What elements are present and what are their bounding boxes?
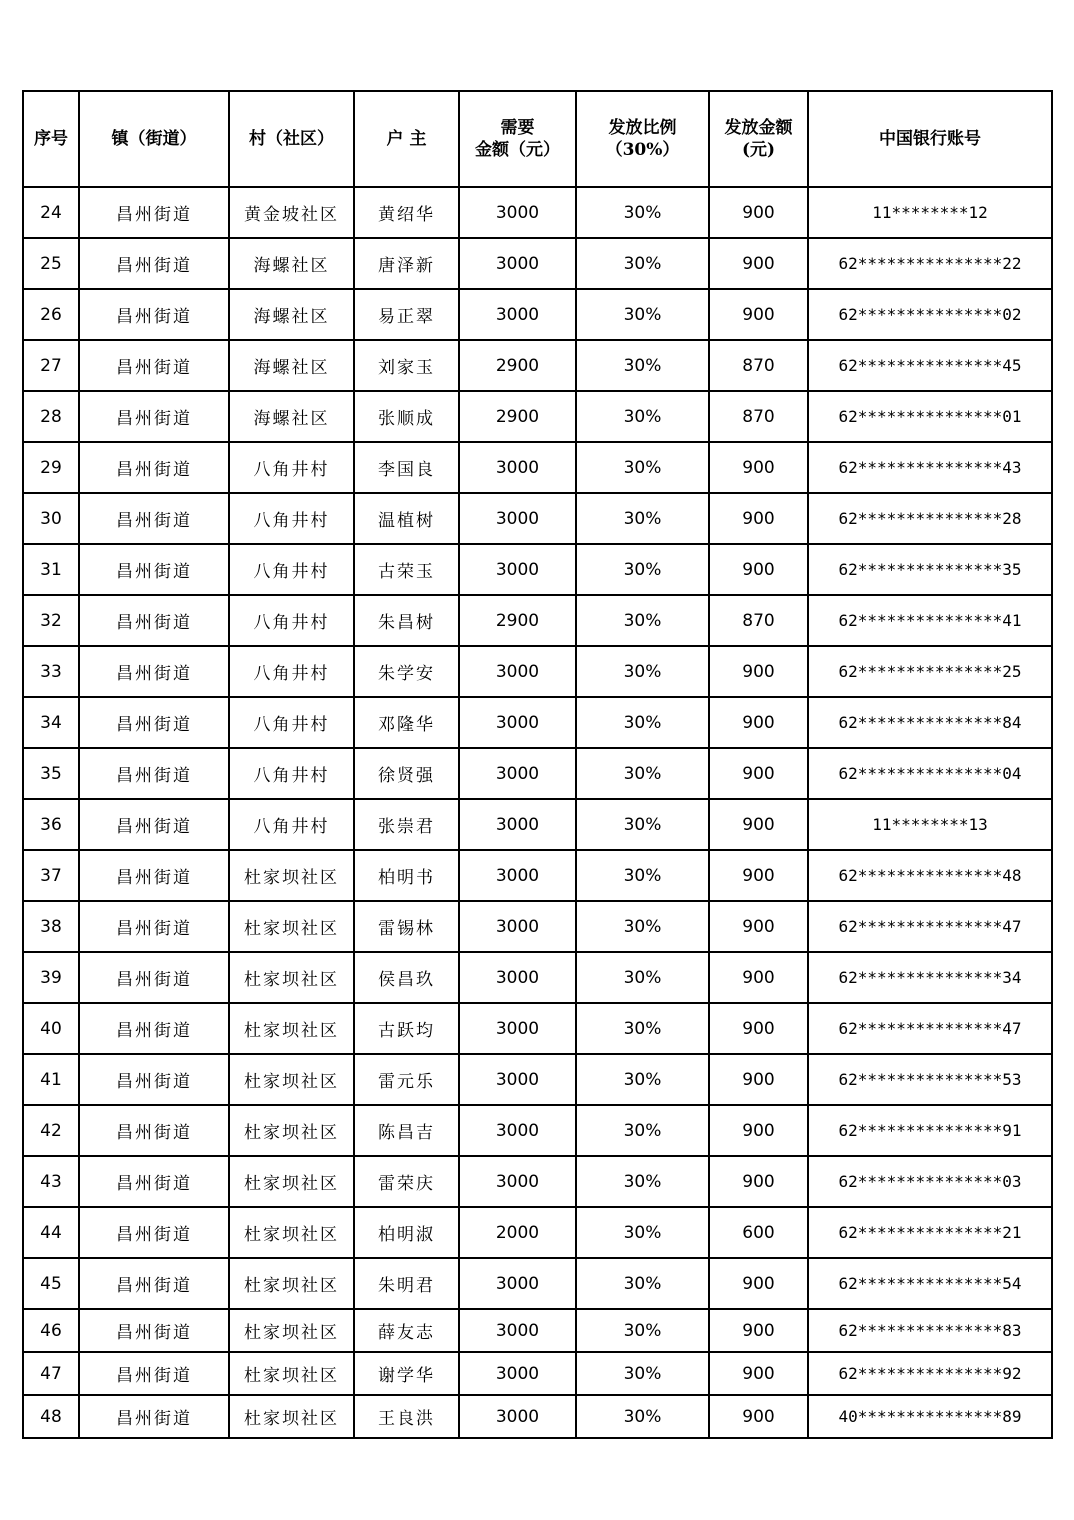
cell-index: 38 xyxy=(23,901,79,952)
cell-town: 昌州街道 xyxy=(79,340,229,391)
cell-index: 42 xyxy=(23,1105,79,1156)
cell-town: 昌州街道 xyxy=(79,799,229,850)
cell-payout-amount: 900 xyxy=(709,1003,808,1054)
cell-index: 41 xyxy=(23,1054,79,1105)
cell-index: 48 xyxy=(23,1395,79,1438)
cell-town: 昌州街道 xyxy=(79,850,229,901)
cell-village: 杜家坝社区 xyxy=(229,901,354,952)
cell-payout-amount: 900 xyxy=(709,1054,808,1105)
cell-payout-amount: 900 xyxy=(709,799,808,850)
cell-required-amount: 2900 xyxy=(459,340,576,391)
cell-village: 黄金坡社区 xyxy=(229,187,354,238)
cell-required-amount: 3000 xyxy=(459,1003,576,1054)
cell-required-amount: 2000 xyxy=(459,1207,576,1258)
cell-payout-ratio: 30% xyxy=(576,1395,709,1438)
cell-bank-account: 62***************28 xyxy=(808,493,1052,544)
cell-householder: 王良洪 xyxy=(354,1395,459,1438)
header-text-line: 户 主 xyxy=(386,129,427,149)
cell-householder: 李国良 xyxy=(354,442,459,493)
table-row xyxy=(23,697,1052,748)
header-text-line: 发放金额 xyxy=(724,118,793,138)
cell-village: 杜家坝社区 xyxy=(229,1156,354,1207)
table-row xyxy=(23,646,1052,697)
cell-required-amount: 3000 xyxy=(459,952,576,1003)
header-payout-ratio xyxy=(576,91,709,187)
cell-payout-amount: 900 xyxy=(709,901,808,952)
cell-village: 杜家坝社区 xyxy=(229,850,354,901)
cell-town: 昌州街道 xyxy=(79,442,229,493)
cell-index: 29 xyxy=(23,442,79,493)
cell-payout-amount: 900 xyxy=(709,544,808,595)
cell-payout-ratio: 30% xyxy=(576,238,709,289)
cell-index: 36 xyxy=(23,799,79,850)
cell-town: 昌州街道 xyxy=(79,1258,229,1309)
cell-householder: 黄绍华 xyxy=(354,187,459,238)
cell-required-amount: 3000 xyxy=(459,646,576,697)
cell-payout-amount: 900 xyxy=(709,748,808,799)
cell-payout-ratio: 30% xyxy=(576,646,709,697)
cell-bank-account: 62***************91 xyxy=(808,1105,1052,1156)
cell-bank-account: 62***************04 xyxy=(808,748,1052,799)
cell-householder: 朱学安 xyxy=(354,646,459,697)
cell-required-amount: 3000 xyxy=(459,1054,576,1105)
cell-index: 24 xyxy=(23,187,79,238)
cell-index: 44 xyxy=(23,1207,79,1258)
cell-householder: 徐贤强 xyxy=(354,748,459,799)
cell-village: 杜家坝社区 xyxy=(229,1105,354,1156)
cell-index: 47 xyxy=(23,1352,79,1395)
header-householder xyxy=(354,91,459,187)
cell-payout-ratio: 30% xyxy=(576,289,709,340)
table-row xyxy=(23,1395,1052,1438)
cell-required-amount: 3000 xyxy=(459,238,576,289)
cell-bank-account: 62***************47 xyxy=(808,901,1052,952)
cell-bank-account: 62***************25 xyxy=(808,646,1052,697)
cell-village: 杜家坝社区 xyxy=(229,1258,354,1309)
cell-village: 八角井村 xyxy=(229,697,354,748)
cell-required-amount: 2900 xyxy=(459,391,576,442)
cell-index: 32 xyxy=(23,595,79,646)
table-body xyxy=(23,187,1052,1438)
table-row xyxy=(23,1156,1052,1207)
cell-payout-ratio: 30% xyxy=(576,799,709,850)
header-text-line: （30%） xyxy=(605,140,680,160)
cell-town: 昌州街道 xyxy=(79,1054,229,1105)
cell-required-amount: 3000 xyxy=(459,1395,576,1438)
cell-householder: 薛友志 xyxy=(354,1309,459,1352)
cell-index: 27 xyxy=(23,340,79,391)
cell-town: 昌州街道 xyxy=(79,1309,229,1352)
cell-householder: 谢学华 xyxy=(354,1352,459,1395)
cell-village: 杜家坝社区 xyxy=(229,1054,354,1105)
cell-required-amount: 3000 xyxy=(459,748,576,799)
cell-householder: 陈昌吉 xyxy=(354,1105,459,1156)
cell-householder: 古跃均 xyxy=(354,1003,459,1054)
cell-bank-account: 62***************02 xyxy=(808,289,1052,340)
cell-index: 28 xyxy=(23,391,79,442)
cell-required-amount: 3000 xyxy=(459,1105,576,1156)
cell-town: 昌州街道 xyxy=(79,595,229,646)
cell-required-amount: 3000 xyxy=(459,1352,576,1395)
table-header xyxy=(23,91,1052,187)
cell-householder: 易正翠 xyxy=(354,289,459,340)
table-row xyxy=(23,289,1052,340)
cell-town: 昌州街道 xyxy=(79,187,229,238)
cell-payout-amount: 900 xyxy=(709,697,808,748)
cell-bank-account: 40***************89 xyxy=(808,1395,1052,1438)
header-text-line: 中国银行账号 xyxy=(879,129,981,149)
cell-payout-amount: 900 xyxy=(709,1258,808,1309)
cell-householder: 朱明君 xyxy=(354,1258,459,1309)
cell-bank-account: 62***************84 xyxy=(808,697,1052,748)
cell-village: 杜家坝社区 xyxy=(229,1003,354,1054)
cell-index: 40 xyxy=(23,1003,79,1054)
cell-payout-amount: 600 xyxy=(709,1207,808,1258)
cell-bank-account: 62***************54 xyxy=(808,1258,1052,1309)
cell-payout-amount: 900 xyxy=(709,442,808,493)
header-village xyxy=(229,91,354,187)
cell-payout-ratio: 30% xyxy=(576,901,709,952)
cell-town: 昌州街道 xyxy=(79,544,229,595)
header-town xyxy=(79,91,229,187)
cell-payout-ratio: 30% xyxy=(576,595,709,646)
cell-householder: 雷元乐 xyxy=(354,1054,459,1105)
table-row xyxy=(23,799,1052,850)
header-text-line: 需要 xyxy=(500,118,535,138)
cell-required-amount: 3000 xyxy=(459,493,576,544)
cell-town: 昌州街道 xyxy=(79,238,229,289)
cell-householder: 张崇君 xyxy=(354,799,459,850)
cell-required-amount: 3000 xyxy=(459,1156,576,1207)
cell-householder: 雷锡林 xyxy=(354,901,459,952)
table-row xyxy=(23,391,1052,442)
cell-required-amount: 2900 xyxy=(459,595,576,646)
cell-village: 八角井村 xyxy=(229,799,354,850)
cell-householder: 刘家玉 xyxy=(354,340,459,391)
header-bank-account xyxy=(808,91,1052,187)
cell-householder: 古荣玉 xyxy=(354,544,459,595)
cell-householder: 柏明书 xyxy=(354,850,459,901)
cell-town: 昌州街道 xyxy=(79,646,229,697)
cell-required-amount: 3000 xyxy=(459,901,576,952)
cell-payout-ratio: 30% xyxy=(576,1352,709,1395)
cell-bank-account: 62***************01 xyxy=(808,391,1052,442)
cell-payout-amount: 900 xyxy=(709,187,808,238)
cell-payout-amount: 870 xyxy=(709,340,808,391)
table-row xyxy=(23,187,1052,238)
header-text-line: 发放比例 xyxy=(608,118,677,138)
cell-payout-amount: 900 xyxy=(709,1156,808,1207)
cell-householder: 温植树 xyxy=(354,493,459,544)
cell-payout-ratio: 30% xyxy=(576,1054,709,1105)
cell-town: 昌州街道 xyxy=(79,1105,229,1156)
cell-town: 昌州街道 xyxy=(79,901,229,952)
cell-payout-ratio: 30% xyxy=(576,544,709,595)
cell-index: 33 xyxy=(23,646,79,697)
cell-village: 八角井村 xyxy=(229,646,354,697)
cell-index: 31 xyxy=(23,544,79,595)
table-row xyxy=(23,1352,1052,1395)
cell-index: 25 xyxy=(23,238,79,289)
table-row xyxy=(23,493,1052,544)
header-payout-amount xyxy=(709,91,808,187)
cell-payout-ratio: 30% xyxy=(576,442,709,493)
cell-town: 昌州街道 xyxy=(79,391,229,442)
cell-village: 八角井村 xyxy=(229,544,354,595)
cell-required-amount: 3000 xyxy=(459,850,576,901)
cell-town: 昌州街道 xyxy=(79,1352,229,1395)
table-row xyxy=(23,850,1052,901)
header-text-line: 金额（元） xyxy=(475,140,560,160)
cell-bank-account: 62***************35 xyxy=(808,544,1052,595)
cell-householder: 张顺成 xyxy=(354,391,459,442)
cell-payout-ratio: 30% xyxy=(576,1258,709,1309)
cell-town: 昌州街道 xyxy=(79,748,229,799)
header-text-line: 村（社区） xyxy=(249,129,334,149)
cell-index: 37 xyxy=(23,850,79,901)
cell-householder: 邓隆华 xyxy=(354,697,459,748)
cell-required-amount: 3000 xyxy=(459,442,576,493)
cell-town: 昌州街道 xyxy=(79,1207,229,1258)
cell-householder: 唐泽新 xyxy=(354,238,459,289)
cell-payout-amount: 900 xyxy=(709,850,808,901)
cell-householder: 侯昌玖 xyxy=(354,952,459,1003)
cell-payout-amount: 900 xyxy=(709,1395,808,1438)
cell-required-amount: 3000 xyxy=(459,544,576,595)
header-row xyxy=(23,91,1052,187)
cell-bank-account: 11********13 xyxy=(808,799,1052,850)
cell-required-amount: 3000 xyxy=(459,799,576,850)
cell-payout-ratio: 30% xyxy=(576,1309,709,1352)
table-row xyxy=(23,1105,1052,1156)
table-row xyxy=(23,1054,1052,1105)
table-row xyxy=(23,901,1052,952)
cell-payout-ratio: 30% xyxy=(576,493,709,544)
cell-town: 昌州街道 xyxy=(79,289,229,340)
cell-bank-account: 11********12 xyxy=(808,187,1052,238)
cell-bank-account: 62***************92 xyxy=(808,1352,1052,1395)
cell-payout-ratio: 30% xyxy=(576,1105,709,1156)
cell-index: 45 xyxy=(23,1258,79,1309)
cell-payout-amount: 900 xyxy=(709,1105,808,1156)
cell-index: 39 xyxy=(23,952,79,1003)
header-text-line: 镇（街道） xyxy=(111,129,197,149)
cell-required-amount: 3000 xyxy=(459,697,576,748)
cell-bank-account: 62***************22 xyxy=(808,238,1052,289)
cell-bank-account: 62***************83 xyxy=(808,1309,1052,1352)
cell-payout-amount: 900 xyxy=(709,289,808,340)
cell-bank-account: 62***************53 xyxy=(808,1054,1052,1105)
cell-required-amount: 3000 xyxy=(459,1258,576,1309)
cell-bank-account: 62***************43 xyxy=(808,442,1052,493)
cell-required-amount: 3000 xyxy=(459,289,576,340)
cell-payout-amount: 900 xyxy=(709,238,808,289)
cell-index: 34 xyxy=(23,697,79,748)
cell-bank-account: 62***************48 xyxy=(808,850,1052,901)
cell-index: 30 xyxy=(23,493,79,544)
cell-village: 杜家坝社区 xyxy=(229,1395,354,1438)
header-text-line: (元) xyxy=(741,140,776,160)
cell-village: 海螺社区 xyxy=(229,340,354,391)
cell-householder: 朱昌树 xyxy=(354,595,459,646)
cell-householder: 柏明淑 xyxy=(354,1207,459,1258)
cell-payout-amount: 900 xyxy=(709,646,808,697)
cell-required-amount: 3000 xyxy=(459,187,576,238)
cell-bank-account: 62***************34 xyxy=(808,952,1052,1003)
header-index xyxy=(23,91,79,187)
table-row xyxy=(23,748,1052,799)
table-row xyxy=(23,544,1052,595)
cell-payout-amount: 900 xyxy=(709,1309,808,1352)
cell-bank-account: 62***************45 xyxy=(808,340,1052,391)
cell-town: 昌州街道 xyxy=(79,1395,229,1438)
cell-bank-account: 62***************41 xyxy=(808,595,1052,646)
cell-village: 八角井村 xyxy=(229,595,354,646)
cell-payout-amount: 870 xyxy=(709,391,808,442)
table-row xyxy=(23,595,1052,646)
cell-bank-account: 62***************47 xyxy=(808,1003,1052,1054)
cell-payout-ratio: 30% xyxy=(576,1156,709,1207)
table-row xyxy=(23,442,1052,493)
cell-village: 海螺社区 xyxy=(229,238,354,289)
cell-village: 海螺社区 xyxy=(229,289,354,340)
table-row xyxy=(23,1309,1052,1352)
cell-payout-ratio: 30% xyxy=(576,340,709,391)
cell-payout-amount: 900 xyxy=(709,493,808,544)
cell-village: 八角井村 xyxy=(229,493,354,544)
table-row xyxy=(23,1258,1052,1309)
cell-payout-amount: 900 xyxy=(709,1352,808,1395)
cell-village: 杜家坝社区 xyxy=(229,952,354,1003)
cell-payout-amount: 870 xyxy=(709,595,808,646)
cell-town: 昌州街道 xyxy=(79,493,229,544)
cell-payout-ratio: 30% xyxy=(576,697,709,748)
cell-payout-ratio: 30% xyxy=(576,1207,709,1258)
cell-payout-ratio: 30% xyxy=(576,748,709,799)
cell-village: 杜家坝社区 xyxy=(229,1352,354,1395)
cell-payout-ratio: 30% xyxy=(576,391,709,442)
cell-village: 杜家坝社区 xyxy=(229,1309,354,1352)
cell-village: 杜家坝社区 xyxy=(229,1207,354,1258)
cell-village: 海螺社区 xyxy=(229,391,354,442)
header-text-line: 序号 xyxy=(34,129,68,149)
table-row xyxy=(23,952,1052,1003)
cell-payout-amount: 900 xyxy=(709,952,808,1003)
cell-village: 八角井村 xyxy=(229,748,354,799)
cell-payout-ratio: 30% xyxy=(576,1003,709,1054)
table-row xyxy=(23,1003,1052,1054)
cell-index: 46 xyxy=(23,1309,79,1352)
table-row xyxy=(23,340,1052,391)
table-row xyxy=(23,1207,1052,1258)
cell-payout-ratio: 30% xyxy=(576,952,709,1003)
subsidy-table xyxy=(22,90,1053,1439)
cell-town: 昌州街道 xyxy=(79,697,229,748)
cell-village: 八角井村 xyxy=(229,442,354,493)
cell-bank-account: 62***************21 xyxy=(808,1207,1052,1258)
table-row xyxy=(23,238,1052,289)
header-required-amount xyxy=(459,91,576,187)
cell-bank-account: 62***************03 xyxy=(808,1156,1052,1207)
cell-town: 昌州街道 xyxy=(79,952,229,1003)
cell-town: 昌州街道 xyxy=(79,1156,229,1207)
cell-index: 26 xyxy=(23,289,79,340)
cell-index: 43 xyxy=(23,1156,79,1207)
cell-payout-ratio: 30% xyxy=(576,850,709,901)
cell-town: 昌州街道 xyxy=(79,1003,229,1054)
cell-index: 35 xyxy=(23,748,79,799)
cell-required-amount: 3000 xyxy=(459,1309,576,1352)
cell-householder: 雷荣庆 xyxy=(354,1156,459,1207)
cell-payout-ratio: 30% xyxy=(576,187,709,238)
